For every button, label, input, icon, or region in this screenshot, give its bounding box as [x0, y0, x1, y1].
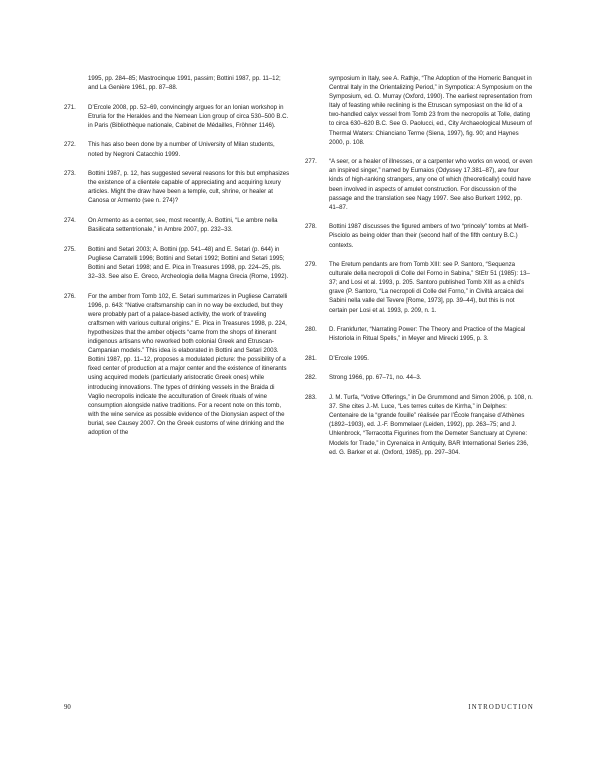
footnote-282 — [305, 373, 533, 382]
footnote-number: 275. — [64, 245, 76, 253]
footnote-281 — [305, 354, 533, 363]
footnote-276-continued — [305, 74, 533, 147]
footnote-number: 280. — [305, 326, 317, 334]
footnote-text: This has also been done by a number of University of Milan students, noted by Negroni Catacchio 1999. — [88, 141, 275, 158]
footnote-271 — [64, 103, 290, 130]
footnote-273 — [64, 169, 290, 205]
footnote-number: 277. — [305, 158, 317, 166]
footnote-275 — [64, 245, 290, 281]
footnote-text: On Armento as a center, see, most recently, A. Bottini, “Le ambre nella Basilicata settentrionale,” in Ambre 2007, pp. 232–33. — [88, 217, 278, 234]
footnote-text: “A seer, or a healer of illnesses, or a carpenter who works on wood, or even an inspired singer,” named by Eumaios (Odyssey 17.381–87), are four kinds of high-ranking strangers, any one of which (theoretically) could have been involved in aspects of amulet construction. For discussion of the passage and the translation see Nagy 1997. See also Burkert 1992, pp. 41–87. — [329, 158, 533, 211]
footnote-text: D. Frankfurter, “Narrating Power: The Theory and Practice of the Magical Historiola in Ritual Spells,” in Meyer and Mirecki 1995, p. 3. — [329, 326, 526, 343]
footnote-274 — [64, 216, 290, 234]
footnote-number: 279. — [305, 261, 317, 269]
footnote-277 — [305, 157, 533, 212]
footnote-number: 273. — [64, 170, 76, 178]
footnote-text: D’Ercole 1995. — [329, 354, 369, 362]
footnote-number: 283. — [305, 394, 317, 402]
footnote-text: For the amber from Tomb 102, E. Setari summarizes in Pugliese Carratelli 1996, p. 643: “Native craftsmanship can in no way be excluded, but they were probably part of a palace-based activity, the work of traveling craftsmen with various cultural origins.” E. Pica in Treasures 1998, p. 224, hypothesizes that the amber objects “came from the shops of itinerant indigenous artisans who reworked both colonial Greek and Etruscan-Campanian models.” This idea is elaborated in Bottini and Setari 2003. Bottini 1987, pp. 11–12, proposes a modulated picture: the possibility of a fixed center of production at a major center and the existence of itinerants using acquired models (particularly aristocratic Greek ones) while introducing innovations. The types of drinking vessels in the Braida di Vaglio necropolis indicate the acculturation of Greek rituals of wine consumption alongside native traditions. For a recent note on this tomb, with the wine service as possible evidence of the Dionysian aspect of the burial, see Causey 2007. On the Greek customs of wine drinking and the adoption of the — [88, 292, 288, 436]
footnote-270-continued — [64, 74, 290, 92]
footnote-text: Bottini 1987 discusses the figured ambers of two “princely” tombs at Melfi-Pisciolo as being older than their (second half of the fifth century B.C.) contexts. — [329, 223, 529, 249]
footnote-text: 1995, pp. 284–85; Mastrocinque 1991, passim; Bottini 1987, pp. 11–12; and La Genière 1961, pp. 87–88. — [88, 75, 281, 92]
page-footer — [64, 704, 534, 716]
running-section-title: INTRODUCTION — [468, 704, 534, 711]
footnote-text: symposium in Italy, see A. Rathje, “The Adoption of the Homeric Banquet in Central Italy in the Orientalizing Period,” in Sympotica: A Symposium on the Symposium, ed. O. Murray (Oxford, 1990). The earliest representation from Italy of feasting while reclining is the Etruscan symposiast on the lid of a two-handled calyx vessel from Tomb 23 from the necropolis at Tolle, dating to circa 630–620 B.C. See G. Paolucci, ed., City Archaeological Museum of Thermal Waters: Chianciano Terme (Siena, 1997), fig. 90; and Haynes 2000, p. 108. — [329, 75, 533, 146]
left-column — [64, 74, 290, 448]
footnote-number: 281. — [305, 354, 317, 362]
footnote-280 — [305, 325, 533, 343]
footnote-283 — [305, 393, 533, 457]
footnote-text: Bottini and Setari 2003; A. Bottini (pp. 541–48) and E. Setari (p. 644) in Pugliese Carratelli 1996; Bottini and Setari 1992; Bottini and Setari 1995; Bottini and Setari 1998; and E. Pica in Treasures 1998, pp. 224–25, pls. 32–33. See also E. Greco, Archeologia della Magna Grecia (Rome, 1992). — [88, 245, 289, 280]
footnote-number: 272. — [64, 141, 76, 149]
footnote-272 — [64, 140, 290, 158]
page-number: 90 — [64, 704, 71, 711]
footnote-text: Strong 1966, pp. 67–71, no. 44–3. — [329, 374, 422, 382]
footnote-text: J. M. Turfa, “Votive Offerings,” in De Grummond and Simon 2006, p. 108, n. 37. She cites J.-M. Luce, “Les terres cuites de Kirrha,” in Delphes: Centenaire de la “grande fouille” réalisée par l’École française d’Athènes (1892–1903), ed. J.-F. Bommelaer (Leiden, 1992), pp. 263–75; and J. Uhlenbrock, “Terracotta Figurines from the Demeter Sanctuary at Cyrene: Models for Trade,” in Cyrenaica in Antiquity, BAR International Series 236, ed. G. Barker et al. (Oxford, 1985), pp. 297–304. — [329, 394, 533, 456]
footnote-279 — [305, 260, 533, 315]
footnote-number: 278. — [305, 223, 317, 231]
footnote-text: D’Ercole 2008, pp. 52–69, convincingly argues for an Ionian workshop in Etruria for the Herakles and the Nemean Lion group of circa 530–500 B.C. in Paris (Bibliothèque nationale, Cabinet de Médailles, Fröhner 1146). — [88, 103, 289, 129]
footnote-number: 276. — [64, 292, 76, 300]
footnote-278 — [305, 222, 533, 249]
footnote-number: 274. — [64, 217, 76, 225]
right-column — [305, 74, 533, 467]
footnote-text: The Eretum pendants are from Tomb XIII: see P. Santoro, “Sequenza culturale della necropoli di Colle del Forno in Sabina,” StEtr 51 (1985): 13–37; and Losi et al. 1993, p. 205. Santoro published Tomb XIII as a child’s grave (P. Santoro, “La necropoli di Colle del Forno,” in Civiltà arcaica dei Sabini nella valle del Tevere [Rome, 1973], pp. 39–44), but this is not certain per Losi et al. 1993, p. 209, n. 1. — [329, 261, 530, 314]
footnote-text: Bottini 1987, p. 12, has suggested several reasons for this but emphasizes the existence of a clientele capable of appreciating and acquiring luxury articles. Might the draw have been a temple, cult, shrine, or healer at Canosa or Armento (see n. 274)? — [88, 170, 290, 205]
footnote-number: 282. — [305, 374, 317, 382]
footnote-276 — [64, 292, 290, 438]
footnote-number: 271. — [64, 103, 76, 111]
